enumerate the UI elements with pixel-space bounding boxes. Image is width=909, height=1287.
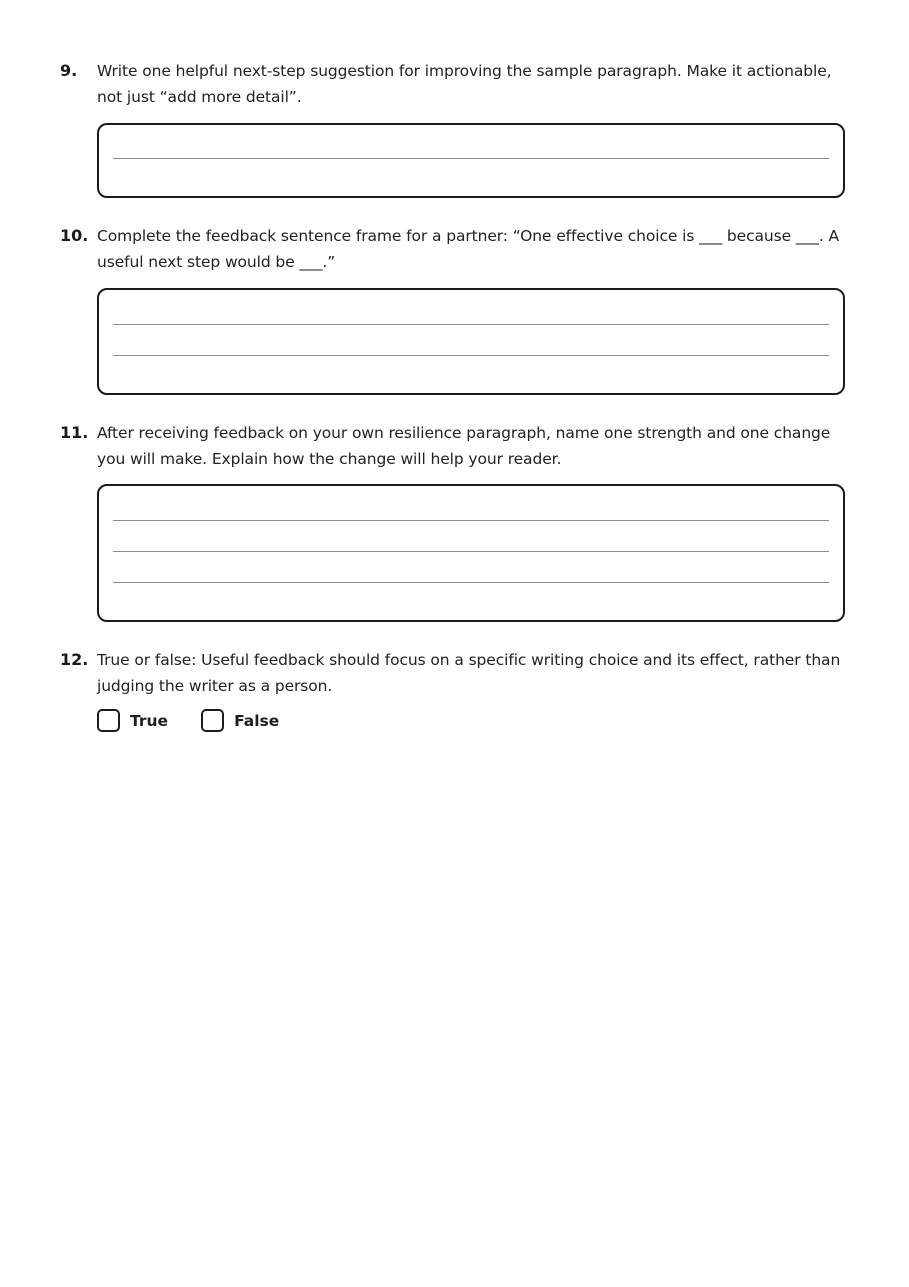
question-prompt: After receiving feedback on your own resilience paragraph, name one strength and one change you will make. Explain how the change will help your reader. [97, 424, 831, 468]
question-number: 10. [60, 226, 89, 245]
question-12 [60, 647, 850, 730]
true-false-options [97, 709, 312, 732]
question-10 [60, 223, 850, 275]
question-prompt: Write one helpful next-step suggestion for improving the sample paragraph. Make it actionable, not just “add more detail”. [97, 62, 832, 106]
answer-box[interactable] [97, 484, 845, 622]
question-number: 9. [60, 61, 78, 80]
option-false[interactable] [201, 709, 279, 732]
answer-line [113, 551, 829, 552]
answer-line [113, 520, 829, 521]
answer-line [113, 158, 829, 159]
true-label: True [130, 711, 169, 730]
false-checkbox[interactable] [201, 709, 224, 732]
answer-line [113, 582, 829, 583]
false-label: False [234, 711, 280, 730]
answer-line [113, 324, 829, 325]
answer-box[interactable] [97, 123, 845, 198]
question-prompt: Complete the feedback sentence frame for a partner: “One effective choice is ___ because ___. A useful next step would be ___.” [97, 227, 839, 271]
option-true[interactable] [97, 709, 168, 732]
question-prompt: True or false: Useful feedback should focus on a specific writing choice and its effect, rather than judging the writer as a person. [97, 651, 841, 695]
true-checkbox[interactable] [97, 709, 120, 732]
question-number: 11. [60, 423, 89, 442]
answer-box[interactable] [97, 288, 845, 395]
question-11 [60, 420, 850, 472]
question-number: 12. [60, 650, 89, 669]
question-9 [60, 58, 850, 110]
answer-line [113, 355, 829, 356]
